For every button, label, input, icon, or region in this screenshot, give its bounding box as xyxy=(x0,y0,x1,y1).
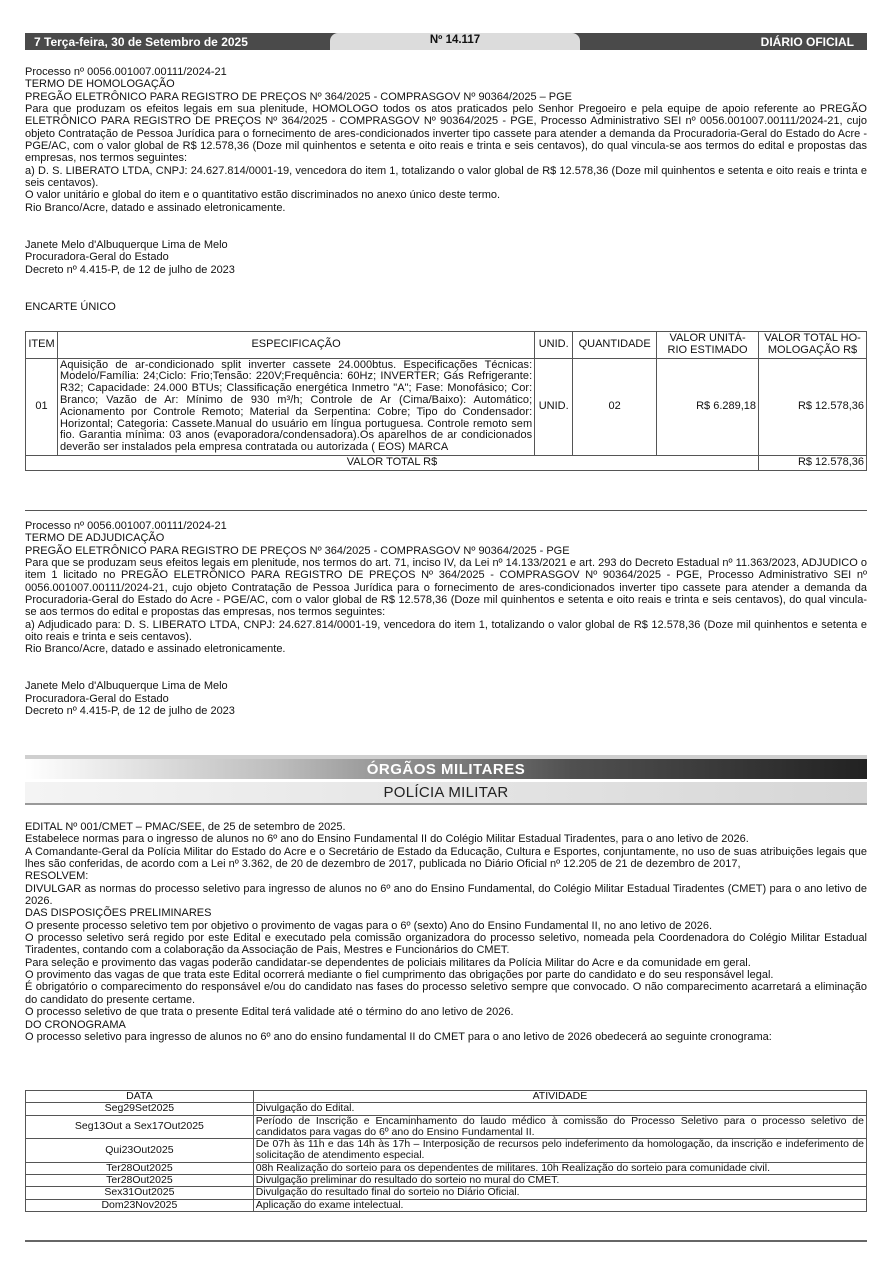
table-row xyxy=(26,1175,867,1187)
term-title: TERMO DE HOMOLOGAÇÃO xyxy=(25,78,175,91)
term-item-a: a) D. S. LIBERATO LTDA, CNPJ: 24.627.814/0001-19, vencedora do item 1, totalizando o valor global de R$ 12.578,36 (Doze mil quinhentos e setenta e oito reais e trinta e seis centavos). xyxy=(25,164,867,190)
edital-paragraph: DIVULGAR as normas do processo seletivo para ingresso de alunos no 6º ano do Ensino Fundamental, do Colégio Militar Estadual Tiradentes (CMET) para o ano letivo de 2026. xyxy=(25,882,867,908)
encarte-title: ENCARTE ÚNICO xyxy=(25,300,116,313)
term-title: TERMO DE ADJUDICAÇÃO xyxy=(25,532,165,545)
col-total: VALOR TOTAL HO- MOLOGAÇÃO R$ xyxy=(759,332,867,359)
page-date: 7 Terça-feira, 30 de Setembro de 2025 xyxy=(34,35,248,49)
process-number: Processo nº 0056.001007.00111/2024-21 xyxy=(25,520,227,532)
table-row xyxy=(26,1187,867,1199)
table-header-row xyxy=(26,332,867,359)
edital-paragraph: A Comandante-Geral da Polícia Militar do Estado do Acre e o Secretário de Estado da Educação, Cultura e Esportes, conjuntamente, no uso de suas atribuições legais que lhes são conferidas, de acordo com a Lei nº 3.362, de 20 de dezembro de 2017, publicada no Diário Oficial nº 12.205 de 21 de dezembro de 2017, xyxy=(25,845,867,871)
edital-paragraph: O processo seletivo para ingresso de alunos no 6º ano do ensino fundamental II do CMET para o ano letivo de 2026 obedecerá ao seguinte cronograma: xyxy=(25,1030,772,1043)
term-place: Rio Branco/Acre, datado e assinado eletronicamente. xyxy=(25,201,286,214)
cell-activity: 08h Realização do sorteio para os dependentes de militares. 10h Realização do sorteio para comunidade civil. xyxy=(253,1162,866,1174)
edital xyxy=(25,821,867,1043)
cell-activity: Período de Inscrição e Encaminhamento do laudo médico à comissão do Processo Seletivo para o processo seletivo de candidatos para vagas do 6º ano do Ensino Fundamental II. xyxy=(253,1115,866,1139)
schedule-table xyxy=(25,1090,867,1212)
cell-activity: Divulgação do resultado final do sorteio no Diário Oficial. xyxy=(253,1187,866,1199)
tender-title: PREGÃO ELETRÔNICO PARA REGISTRO DE PREÇOS Nº 364/2025 - COMPRASGOV Nº 90364/2025 – PGE xyxy=(25,90,573,103)
col-item: ITEM xyxy=(26,332,58,359)
table-row xyxy=(26,358,867,455)
cell-qty: 02 xyxy=(573,358,657,455)
subsection-title: POLÍCIA MILITAR xyxy=(383,784,509,801)
col-spec: ESPECIFICAÇÃO xyxy=(57,332,534,359)
term-note: O valor unitário e global do item e o quantitativo estão discriminados no anexo único deste termo. xyxy=(25,189,501,202)
table-row xyxy=(26,1162,867,1174)
cell-date: Sex31Out2025 xyxy=(26,1187,254,1199)
table-row xyxy=(26,1115,867,1139)
encarte-table xyxy=(25,331,867,471)
cell-activity: Divulgação do Edital. xyxy=(253,1103,866,1115)
cell-activity: Divulgação preliminar do resultado do sorteio no mural do CMET. xyxy=(253,1175,866,1187)
tender-title: PREGÃO ELETRÔNICO PARA REGISTRO DE PREÇOS Nº 364/2025 - COMPRASGOV Nº 90364/2025 - PGE xyxy=(25,544,570,557)
col-unit-price: VALOR UNITÁ- RIO ESTIMADO xyxy=(657,332,759,359)
signer-decree: Decreto nº 4.415-P, de 12 de julho de 2023 xyxy=(25,263,235,276)
cell-unit-price: R$ 6.289,18 xyxy=(657,358,759,455)
total-value: R$ 12.578,36 xyxy=(759,455,867,470)
edital-paragraph: Estabelece normas para o ingresso de alunos no 6º ano do Ensino Fundamental II do Colégio Militar Estadual Tiradentes, para o ano letivo de 2026. xyxy=(25,833,749,846)
edital-paragraph: O presente processo seletivo tem por objetivo o provimento de vagas para o 6º (sexto) Ano do Ensino Fundamental II, no ano letivo de 2026. xyxy=(25,919,713,932)
publication-name: DIÁRIO OFICIAL xyxy=(760,35,854,49)
cell-total: R$ 12.578,36 xyxy=(759,358,867,455)
table-row xyxy=(26,1139,867,1163)
section-title: ÓRGÃOS MILITARES xyxy=(366,761,526,778)
edital-heading: DO CRONOGRAMA xyxy=(25,1018,126,1031)
term-body: Para que produzam os efeitos legais em sua plenitude, HOMOLOGO todos os atos praticados pelo Senhor Pregoeiro e pela equipe de apoio referente ao PREGÃO ELETRÔNICO PARA REGISTRO DE PREÇOS Nº 364/2025 - COMPRASGOV Nº 90364/2025 - PGE, Processo Administrativo SEI nº 0056.001007.00111/2024-21, cujo objeto Contratação de Pessoa Jurídica para o fornecimento de ares-condicionados inverter tipo cassete para atender a demanda da Procuradoria-Geral do Estado do Acre - PGE/AC, com o valor global de R$ 12.578,36 (Doze mil quinhentos e setenta e oito reais e trinta e seis centavos), do qual vincula-se aos termos do edital e propostas das empresas, nos termos seguintes: xyxy=(25,103,867,165)
cell-date: Ter28Out2025 xyxy=(26,1175,254,1187)
col-date: DATA xyxy=(26,1091,254,1103)
col-qty: QUANTIDADE xyxy=(573,332,657,359)
signer-decree: Decreto nº 4.415-P, de 12 de julho de 2023 xyxy=(25,705,235,718)
term-place: Rio Branco/Acre, datado e assinado eletronicamente. xyxy=(25,643,286,656)
cell-activity: De 07h às 11h e das 14h às 17h – Interposição de recursos pelo indeferimento da homologação, da inscrição e indeferimento de solicitação de atendimento especial. xyxy=(253,1139,866,1163)
signer-name: Janete Melo d'Albuquerque Lima de Melo xyxy=(25,680,228,693)
term-item-a: a) Adjudicado para: D. S. LIBERATO LTDA, CNPJ: 24.627.814/0001-19, vencedora do item 1, totalizando o valor global de R$ 12.578,36 (Doze mil quinhentos e setenta e oito reais e trinta e seis centavos). xyxy=(25,618,867,644)
col-activity: ATIVIDADE xyxy=(253,1091,866,1103)
cell-date: Seg13Out a Sex17Out2025 xyxy=(26,1115,254,1139)
cell-date: Dom23Nov2025 xyxy=(26,1199,254,1211)
adjudication-term xyxy=(25,520,867,718)
edital-title: EDITAL Nº 001/CMET – PMAC/SEE, de 25 de setembro de 2025. xyxy=(25,821,346,833)
cell-item: 01 xyxy=(26,358,58,455)
cell-date: Ter28Out2025 xyxy=(26,1162,254,1174)
signer-role: Procuradora-Geral do Estado xyxy=(25,692,169,705)
table-header-row xyxy=(26,1091,867,1103)
table-row xyxy=(26,1199,867,1211)
edital-paragraph: RESOLVEM: xyxy=(25,870,89,883)
section-banner xyxy=(25,755,867,779)
divider xyxy=(25,510,867,511)
footer-rule xyxy=(25,1240,867,1242)
cell-unid: UNID. xyxy=(535,358,573,455)
cell-activity: Aplicação do exame intelectual. xyxy=(253,1199,866,1211)
edital-paragraph: O processo seletivo será regido por este Edital e executado pela comissão organizadora do processo seletivo, nomeada pela Coordenadora do Colégio Militar Estadual Tiradentes, contando com a colaboração da Associação de Pais, Mestres e Funcionários do CMET. xyxy=(25,932,867,957)
edital-paragraph: É obrigatório o comparecimento do responsável e/ou do candidato nas fases do processo seletivo sempre que convocado. O não comparecimento acarretará a eliminação do candidato do presente certame. xyxy=(25,981,867,1006)
cell-spec: Aquisição de ar-condicionado split inverter cassete 24.000btus. Especificações Técnicas: Modelo/Família: 24;Ciclo: Frio;Tensão: 220V;Frequência: 60Hz; INVERTER; Gás Refrigerante: R32; Capacidade: 24.000 BTUs; Classificação energética Inmetro "A"; Fase: Monofásico; Cor: Branco; Vazão de Ar: Mínimo de 930 m³/h; Controle de Ar (Cima/Baixo): Automático; Acionamento por Controle Remoto; Material da Serpentina: Cobre; Tipo do Condensador: Horizontal; Categoria: Cassete.Manual do usuário em língua portuguesa. Controle remoto sem fio. Garantia mínima: 03 anos (evaporadora/condensadora).Os aparelhos de ar condicionados deverão ser instalados pela empresa contratada ou autorizada ( EOS) MARCA xyxy=(57,358,534,455)
table-row xyxy=(26,1103,867,1115)
edital-paragraph: Para seleção e provimento das vagas poderão candidatar-se dependentes de policiais militares da Polícia Militar do Acre e da comunidade em geral. xyxy=(25,956,751,969)
page-header xyxy=(25,33,867,50)
term-body: Para que se produzam seus efeitos legais em plenitude, nos termos do art. 71, inciso IV, da Lei nº 14.133/2021 e art. 293 do Decreto Estadual nº 11.363/2023, ADJUDICO o item 1 licitado no PREGÃO ELETRÔNICO PARA REGISTRO DE PREÇOS Nº 364/2025 - COMPRASGOV Nº 90364/2025 - PGE, Processo Administrativo SEI nº 0056.001007.00111/2024-21, cujo objeto Contratação de Pessoa Jurídica para o fornecimento de ares-condicionados inverter tipo cassete para atender a demanda da Procuradoria-Geral do Estado do Acre - PGE/AC, com o valor global de R$ 12.578,36 (Doze mil quinhentos e setenta e oito reais e trinta e seis centavos), do qual vincula-se aos termos do edital e propostas das empresas, nos termos seguintes: xyxy=(25,557,867,619)
total-label: VALOR TOTAL R$ xyxy=(26,455,759,470)
issue-number: Nº 14.117 xyxy=(429,34,481,46)
col-unid: UNID. xyxy=(535,332,573,359)
homologation-term xyxy=(25,66,867,313)
edital-paragraph: O processo seletivo de que trata o presente Edital terá validade até o término do ano letivo de 2026. xyxy=(25,1006,514,1019)
edital-heading: DAS DISPOSIÇÕES PRELIMINARES xyxy=(25,907,212,920)
process-number: Processo nº 0056.001007.00111/2024-21 xyxy=(25,66,227,78)
edital-paragraph: O provimento das vagas de que trata este Edital ocorrerá mediante o fiel cumprimento das obrigações por parte do candidato e do seu responsável legal. xyxy=(25,969,774,982)
cell-date: Qui23Out2025 xyxy=(26,1139,254,1163)
subsection-banner xyxy=(25,782,867,805)
table-total-row xyxy=(26,455,867,470)
signer-role: Procuradora-Geral do Estado xyxy=(25,251,169,264)
cell-date: Seg29Set2025 xyxy=(26,1103,254,1115)
signer-name: Janete Melo d'Albuquerque Lima de Melo xyxy=(25,238,228,251)
